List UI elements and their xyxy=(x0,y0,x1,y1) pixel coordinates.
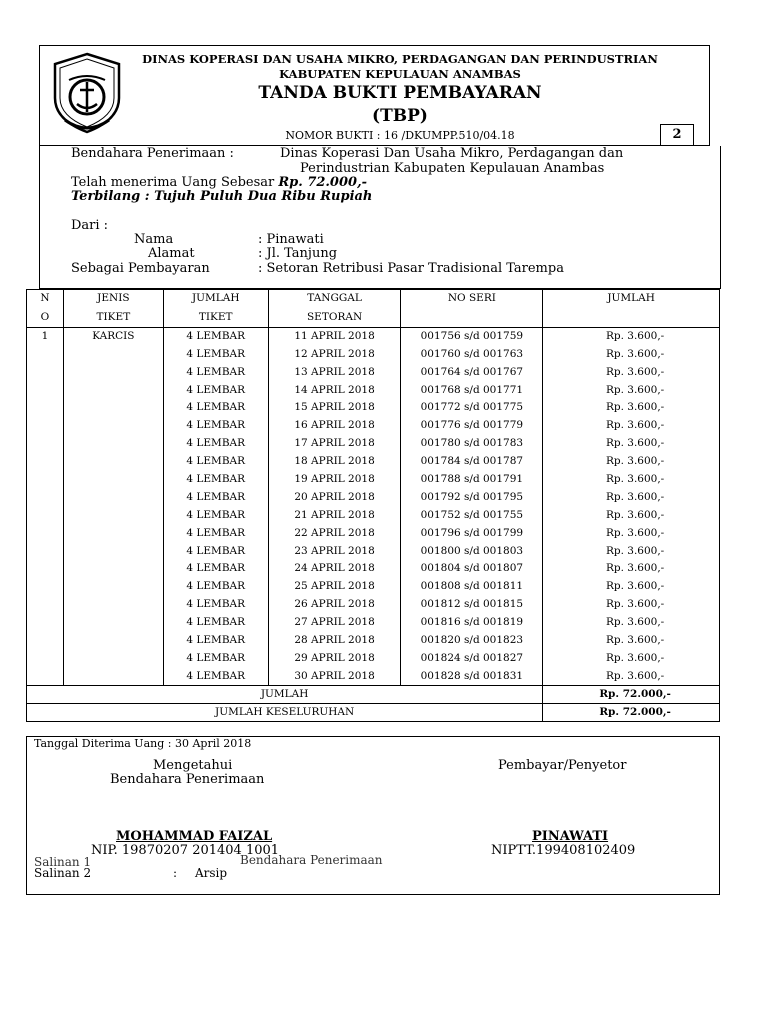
treasurer-nip: NIP. 19870207 201404 1001 xyxy=(91,843,280,858)
row-no-seri: 001788 s/d 001791 xyxy=(401,471,543,489)
total-row xyxy=(27,685,720,703)
copy-1-label: Salinan 1 xyxy=(34,855,92,869)
row-jenis xyxy=(63,381,163,399)
header-jenis: JENIS xyxy=(63,290,163,308)
row-jumlah: Rp. 3.600,- xyxy=(543,345,720,363)
row-jumlah: Rp. 3.600,- xyxy=(543,471,720,489)
row-no xyxy=(27,596,64,614)
table-row xyxy=(27,417,720,435)
payer-name: PINAWATI xyxy=(532,829,609,844)
row-jenis xyxy=(63,542,163,560)
row-tanggal: 16 APRIL 2018 xyxy=(268,417,401,435)
row-tanggal: 30 APRIL 2018 xyxy=(268,667,401,685)
row-no-seri: 001792 s/d 001795 xyxy=(401,488,543,506)
row-jumlah: Rp. 3.600,- xyxy=(543,614,720,632)
row-tanggal: 14 APRIL 2018 xyxy=(268,381,401,399)
row-no-seri: 001760 s/d 001763 xyxy=(401,345,543,363)
row-no-seri: 001796 s/d 001799 xyxy=(401,524,543,542)
header-jumlah-tiket-2: TIKET xyxy=(163,307,268,327)
row-no xyxy=(27,632,64,650)
row-tanggal: 11 APRIL 2018 xyxy=(268,327,401,345)
row-tanggal: 22 APRIL 2018 xyxy=(268,524,401,542)
grand-total-row-value: Rp. 72.000,- xyxy=(543,703,720,721)
row-tanggal: 29 APRIL 2018 xyxy=(268,649,401,667)
table-row xyxy=(27,471,720,489)
table-row xyxy=(27,578,720,596)
bendahara-value-2: Perindustrian Kabupaten Kepulauan Anambas xyxy=(300,161,605,176)
row-jumlah-tiket: 4 LEMBAR xyxy=(163,632,268,650)
row-no xyxy=(27,345,64,363)
header-row-2 xyxy=(27,307,720,327)
header-no: N xyxy=(27,290,64,308)
row-jumlah: Rp. 3.600,- xyxy=(543,417,720,435)
row-jumlah-tiket: 4 LEMBAR xyxy=(163,435,268,453)
row-no-seri: 001764 s/d 001767 xyxy=(401,363,543,381)
row-jumlah: Rp. 3.600,- xyxy=(543,327,720,345)
row-no-seri: 001772 s/d 001775 xyxy=(401,399,543,417)
row-jenis xyxy=(63,417,163,435)
row-no-seri: 001812 s/d 001815 xyxy=(401,596,543,614)
row-tanggal: 24 APRIL 2018 xyxy=(268,560,401,578)
row-jenis xyxy=(63,667,163,685)
copy-1-value: Bendahara Penerimaan xyxy=(240,853,383,867)
row-jenis xyxy=(63,453,163,471)
row-jenis xyxy=(63,345,163,363)
row-no-seri: 001808 s/d 001811 xyxy=(401,578,543,596)
row-jenis xyxy=(63,363,163,381)
row-no xyxy=(27,506,64,524)
payment-table xyxy=(26,289,720,722)
payment-purpose-value: : Setoran Retribusi Pasar Tradisional Tarempa xyxy=(258,261,564,276)
payment-purpose-label: Sebagai Pembayaran xyxy=(71,261,210,276)
row-no-seri: 001800 s/d 001803 xyxy=(401,542,543,560)
row-jumlah-tiket: 4 LEMBAR xyxy=(163,596,268,614)
row-jumlah-tiket: 4 LEMBAR xyxy=(163,542,268,560)
row-jumlah: Rp. 3.600,- xyxy=(543,399,720,417)
total-row-value: Rp. 72.000,- xyxy=(543,685,720,703)
table-row xyxy=(27,399,720,417)
row-tanggal: 25 APRIL 2018 xyxy=(268,578,401,596)
row-jumlah-tiket: 4 LEMBAR xyxy=(163,471,268,489)
row-no xyxy=(27,614,64,632)
row-no xyxy=(27,363,64,381)
row-no xyxy=(27,667,64,685)
row-jumlah: Rp. 3.600,- xyxy=(543,578,720,596)
bendahara-label: Bendahara Penerimaan : xyxy=(71,146,234,161)
row-tanggal: 20 APRIL 2018 xyxy=(268,488,401,506)
row-no xyxy=(27,524,64,542)
row-jumlah: Rp. 3.600,- xyxy=(543,524,720,542)
row-jumlah-tiket: 4 LEMBAR xyxy=(163,649,268,667)
row-jumlah: Rp. 3.600,- xyxy=(543,649,720,667)
row-jenis xyxy=(63,399,163,417)
table-row xyxy=(27,632,720,650)
row-jenis xyxy=(63,596,163,614)
row-jenis xyxy=(63,488,163,506)
row-jumlah: Rp. 3.600,- xyxy=(543,363,720,381)
row-jenis xyxy=(63,632,163,650)
address-value: : Jl. Tanjung xyxy=(258,246,338,261)
regency-name: KABUPATEN KEPULAUAN ANAMBAS xyxy=(279,67,521,81)
table-row xyxy=(27,614,720,632)
acknowledged-label: Mengetahui xyxy=(153,758,233,773)
row-no-seri: 001784 s/d 001787 xyxy=(401,453,543,471)
bendahara-value-1: Dinas Koperasi Dan Usaha Mikro, Perdagangan dan xyxy=(280,146,624,161)
copy-2-value: Arsip xyxy=(195,866,228,880)
row-jumlah-tiket: 4 LEMBAR xyxy=(163,399,268,417)
row-jumlah: Rp. 3.600,- xyxy=(543,667,720,685)
row-jumlah: Rp. 3.600,- xyxy=(543,542,720,560)
row-no-seri: 001816 s/d 001819 xyxy=(401,614,543,632)
row-jumlah-tiket: 4 LEMBAR xyxy=(163,381,268,399)
row-jumlah-tiket: 4 LEMBAR xyxy=(163,524,268,542)
treasurer-name: MOHAMMAD FAIZAL xyxy=(116,829,273,844)
row-no-seri: 001776 s/d 001779 xyxy=(401,417,543,435)
row-jenis: KARCIS xyxy=(63,327,163,345)
row-tanggal: 28 APRIL 2018 xyxy=(268,632,401,650)
row-jumlah-tiket: 4 LEMBAR xyxy=(163,327,268,345)
row-tanggal: 21 APRIL 2018 xyxy=(268,506,401,524)
row-no-seri: 001820 s/d 001823 xyxy=(401,632,543,650)
row-jumlah-tiket: 4 LEMBAR xyxy=(163,488,268,506)
row-tanggal: 27 APRIL 2018 xyxy=(268,614,401,632)
header-tanggal-2: SETORAN xyxy=(268,307,401,327)
header-jenis-2: TIKET xyxy=(63,307,163,327)
row-no xyxy=(27,542,64,560)
row-tanggal: 15 APRIL 2018 xyxy=(268,399,401,417)
row-no-seri: 001780 s/d 001783 xyxy=(401,435,543,453)
row-tanggal: 26 APRIL 2018 xyxy=(268,596,401,614)
header-jumlah-2 xyxy=(543,307,720,327)
row-jumlah: Rp. 3.600,- xyxy=(543,381,720,399)
amount-in-words: Terbilang : Tujuh Puluh Dua Ribu Rupiah xyxy=(71,189,373,204)
header-no-seri: NO SERI xyxy=(401,290,543,308)
row-jumlah-tiket: 4 LEMBAR xyxy=(163,667,268,685)
treasurer-role: Bendahara Penerimaan xyxy=(110,772,265,787)
table-row xyxy=(27,488,720,506)
row-tanggal: 17 APRIL 2018 xyxy=(268,435,401,453)
copy-2-separator: : xyxy=(173,866,178,880)
row-tanggal: 18 APRIL 2018 xyxy=(268,453,401,471)
header-jumlah: JUMLAH xyxy=(543,290,720,308)
row-jumlah-tiket: 4 LEMBAR xyxy=(163,345,268,363)
row-no-seri: 001756 s/d 001759 xyxy=(401,327,543,345)
received-amount: Rp. 72.000,- xyxy=(278,175,367,190)
row-tanggal: 12 APRIL 2018 xyxy=(268,345,401,363)
received-amount-line xyxy=(71,175,367,190)
address-label: Alamat xyxy=(148,246,195,261)
row-no xyxy=(27,435,64,453)
name-value: : Pinawati xyxy=(258,232,324,247)
total-row-label: JUMLAH xyxy=(27,685,543,703)
name-label: Nama xyxy=(134,232,174,247)
table-row xyxy=(27,524,720,542)
row-jenis xyxy=(63,614,163,632)
row-jumlah-tiket: 4 LEMBAR xyxy=(163,614,268,632)
header-row-1 xyxy=(27,290,720,308)
row-jumlah: Rp. 3.600,- xyxy=(543,596,720,614)
row-jenis xyxy=(63,524,163,542)
received-label: Telah menerima Uang Sebesar xyxy=(71,175,275,190)
received-date: Tanggal Diterima Uang : 30 April 2018 xyxy=(34,737,252,750)
row-jumlah: Rp. 3.600,- xyxy=(543,506,720,524)
row-jumlah-tiket: 4 LEMBAR xyxy=(163,578,268,596)
row-jenis xyxy=(63,506,163,524)
grand-total-row-label: JUMLAH KESELURUHAN xyxy=(27,703,543,721)
row-jumlah-tiket: 4 LEMBAR xyxy=(163,506,268,524)
row-jenis xyxy=(63,649,163,667)
table-row xyxy=(27,560,720,578)
row-no xyxy=(27,399,64,417)
row-no-seri: 001828 s/d 001831 xyxy=(401,667,543,685)
from-label: Dari : xyxy=(71,218,109,233)
row-jenis xyxy=(63,578,163,596)
row-no-seri: 001768 s/d 001771 xyxy=(401,381,543,399)
row-no-seri: 001804 s/d 001807 xyxy=(401,560,543,578)
table-row xyxy=(27,506,720,524)
row-jumlah-tiket: 4 LEMBAR xyxy=(163,417,268,435)
table-row xyxy=(27,649,720,667)
row-tanggal: 13 APRIL 2018 xyxy=(268,363,401,381)
agency-name: DINAS KOPERASI DAN USAHA MIKRO, PERDAGANGAN DAN PERINDUSTRIAN xyxy=(142,52,658,66)
row-no xyxy=(27,560,64,578)
row-no xyxy=(27,649,64,667)
table-row xyxy=(27,345,720,363)
row-jumlah: Rp. 3.600,- xyxy=(543,488,720,506)
page-number-box: 2 xyxy=(660,124,694,146)
row-no xyxy=(27,578,64,596)
row-tanggal: 19 APRIL 2018 xyxy=(268,471,401,489)
row-jenis xyxy=(63,560,163,578)
table-row xyxy=(27,596,720,614)
header-no-seri-2 xyxy=(401,307,543,327)
row-no xyxy=(27,488,64,506)
row-no-seri: 001752 s/d 001755 xyxy=(401,506,543,524)
receipt-number: NOMOR BUKTI : 16 /DKUMPP.510/04.18 xyxy=(285,129,515,142)
payer-nip: NIPTT.199408102409 xyxy=(491,843,636,858)
table-row xyxy=(27,542,720,560)
row-jumlah: Rp. 3.600,- xyxy=(543,632,720,650)
row-jumlah: Rp. 3.600,- xyxy=(543,560,720,578)
header-tanggal: TANGGAL xyxy=(268,290,401,308)
table-row xyxy=(27,327,720,345)
row-no-seri: 001824 s/d 001827 xyxy=(401,649,543,667)
table-row xyxy=(27,667,720,685)
row-no xyxy=(27,417,64,435)
table-row xyxy=(27,381,720,399)
copy-2-label: Salinan 2 xyxy=(34,866,92,880)
header-no-2: O xyxy=(27,307,64,327)
table-row xyxy=(27,435,720,453)
row-no: 1 xyxy=(27,327,64,345)
row-jumlah-tiket: 4 LEMBAR xyxy=(163,453,268,471)
document-subtitle: (TBP) xyxy=(372,106,428,126)
row-jenis xyxy=(63,435,163,453)
row-jumlah-tiket: 4 LEMBAR xyxy=(163,363,268,381)
row-no xyxy=(27,381,64,399)
row-jumlah: Rp. 3.600,- xyxy=(543,453,720,471)
row-jumlah-tiket: 4 LEMBAR xyxy=(163,560,268,578)
grand-total-row xyxy=(27,703,720,721)
document-title: TANDA BUKTI PEMBAYARAN xyxy=(258,83,542,103)
row-jumlah: Rp. 3.600,- xyxy=(543,435,720,453)
table-row xyxy=(27,363,720,381)
row-jenis xyxy=(63,471,163,489)
header-jumlah-tiket: JUMLAH xyxy=(163,290,268,308)
table-row xyxy=(27,453,720,471)
payer-role: Pembayar/Penyetor xyxy=(498,758,627,773)
row-tanggal: 23 APRIL 2018 xyxy=(268,542,401,560)
row-no xyxy=(27,471,64,489)
row-no xyxy=(27,453,64,471)
